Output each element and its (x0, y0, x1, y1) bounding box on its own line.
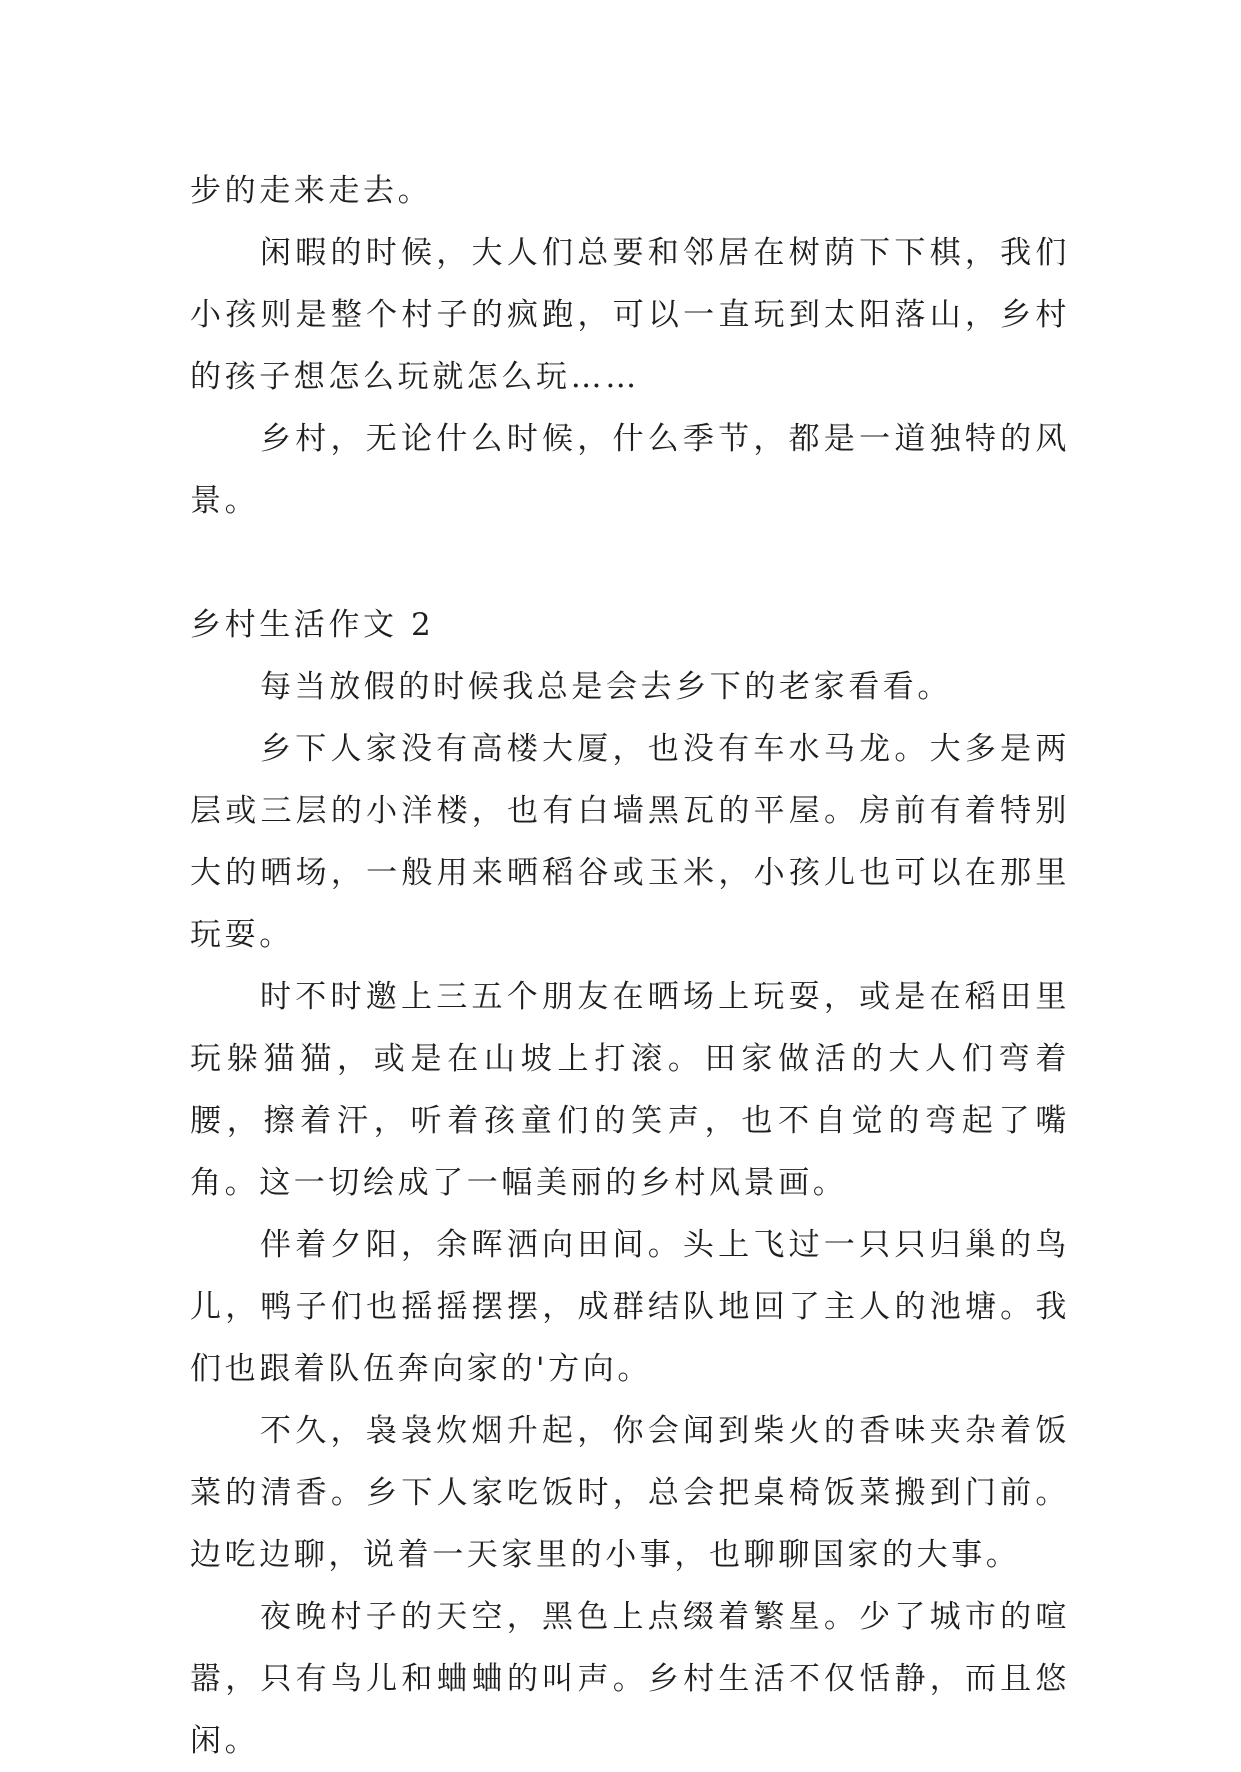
paragraph: 乡下人家没有高楼大厦，也没有车水马龙。大多是两层或三层的小洋楼，也有白墙黑瓦的平屋。房前有着特别大的晒场，一般用来晒稻谷或玉米，小孩儿也可以在那里玩耍。 (190, 731, 1070, 953)
paragraph: 每当放假的时候我总是会去乡下的老家看看。 (260, 669, 952, 705)
section-spacer (190, 532, 1070, 594)
section-title: 乡村生活作文 2 (190, 607, 435, 643)
paragraph: 闲暇的时候，大人们总要和邻居在树荫下下棋，我们小孩则是整个村子的疯跑，可以一直玩到太阳落山，乡村的孩子想怎么玩就怎么玩…… (190, 235, 1070, 395)
paragraph: 乡村，无论什么时候，什么季节，都是一道独特的风景。 (190, 421, 1070, 519)
document-body (190, 160, 1070, 1772)
paragraph: 伴着夕阳，余晖洒向田间。头上飞过一只只归巢的鸟儿，鸭子们也摇摇摆摆，成群结队地回了主人的池塘。我们也跟着队伍奔向家的'方向。 (190, 1227, 1070, 1387)
paragraph: 夜晚村子的天空，黑色上点缀着繁星。少了城市的喧嚣，只有鸟儿和蛐蛐的叫声。乡村生活不仅恬静，而且悠闲。 (190, 1599, 1070, 1759)
paragraph: 不久，袅袅炊烟升起，你会闻到柴火的香味夹杂着饭菜的清香。乡下人家吃饭时，总会把桌椅饭菜搬到门前。边吃边聊，说着一天家里的小事，也聊聊国家的大事。 (190, 1413, 1070, 1573)
paragraph-continued: 步的走来走去。 (190, 173, 433, 209)
paragraph: 时不时邀上三五个朋友在晒场上玩耍，或是在稻田里玩躲猫猫，或是在山坡上打滚。田家做活的大人们弯着腰，擦着汗，听着孩童们的笑声，也不自觉的弯起了嘴角。这一切绘成了一幅美丽的乡村风景画。 (190, 979, 1070, 1201)
